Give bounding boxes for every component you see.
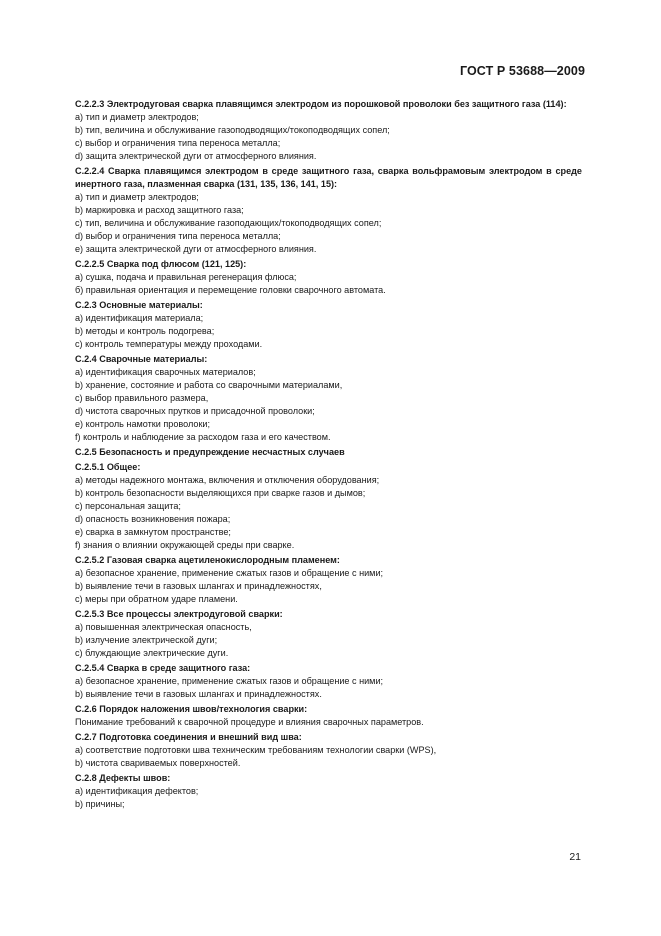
section-heading: С.2.2.3 Электродуговая сварка плавящимся электродом из порошковой проволоки без защитного газа (114):: [75, 99, 567, 110]
list-item: b) хранение, состояние и работа со сварочными материалами,: [75, 379, 343, 390]
list-item: c) выбор правильного размера,: [75, 392, 209, 403]
list-item: b) тип, величина и обслуживание газоподводящих/токоподводящих сопел;: [75, 125, 390, 136]
section-heading: С.2.5.2 Газовая сварка ацетиленокислородным пламенем:: [75, 554, 340, 565]
document-id: ГОСТ Р 53688—2009: [459, 64, 585, 78]
section-heading: С.2.8 Дефекты швов:: [75, 773, 171, 784]
list-item: e) контроль намотки проволоки;: [75, 418, 211, 429]
list-item: b) причины;: [75, 799, 125, 809]
list-item: б) правильная ориентация и перемещение головки сварочного автомата.: [75, 284, 386, 295]
list-item: a) безопасное хранение, применение сжатых газов и обращение с ними;: [75, 675, 384, 686]
section-heading: С.2.2.4 Сварка плавящимся электродом в среде защитного газа, сварка вольфрамовым электродом в среде инертного газа, плазменная сварка (131, 135, 136, 141, 15):: [75, 166, 582, 190]
document-body: [75, 96, 582, 811]
section-heading: С.2.2.5 Сварка под флюсом (121, 125):: [75, 259, 247, 269]
list-item: b) излучение электрической дуги;: [75, 634, 218, 645]
list-item: c) персональная защита;: [75, 500, 181, 511]
list-item: a) методы надежного монтажа, включения и отключения оборудования;: [75, 475, 380, 485]
list-item: d) защита электрической дуги от атмосферного влияния.: [75, 151, 317, 161]
section-heading: С.2.5.4 Сварка в среде защитного газа:: [75, 662, 251, 673]
list-item: a) соответствие подготовки шва техническим требованиям технологии сварки (WPS),: [75, 745, 437, 755]
list-item: a) тип и диаметр электродов;: [75, 192, 199, 203]
list-item: b) выявление течи в газовых шлангах и принадлежностях.: [75, 688, 322, 699]
list-item: b) контроль безопасности выделяющихся при сварке газов и дымов;: [75, 487, 366, 498]
list-item: c) блуждающие электрические дуги.: [75, 647, 229, 658]
list-item: a) безопасное хранение, применение сжатых газов и обращение с ними;: [75, 567, 384, 578]
page-number: 21: [569, 851, 581, 863]
list-item: a) идентификация дефектов;: [75, 786, 199, 797]
section-heading: С.2.5 Безопасность и предупреждение несчастных случаев: [75, 446, 345, 457]
section-heading: С.2.6 Порядок наложения швов/технология сварки:: [75, 703, 308, 714]
list-item: f) знания о влиянии окружающей среды при сварке.: [75, 539, 295, 550]
section-heading: С.2.5.1 Общее:: [75, 462, 141, 473]
list-item: b) методы и контроль подогрева;: [75, 325, 215, 336]
list-item: b) маркировка и расход защитного газа;: [75, 205, 244, 215]
list-item: f) контроль и наблюдение за расходом газа и его качеством.: [75, 431, 331, 442]
list-item: a) идентификация материала;: [75, 313, 204, 323]
list-item: c) тип, величина и обслуживание газоподающих/токоподводящих сопел;: [75, 217, 382, 228]
paragraph: Понимание требований к сварочной процедуре и влияния сварочных параметров.: [75, 716, 424, 727]
list-item: d) опасность возникновения пожара;: [75, 513, 231, 524]
section-heading: С.2.5.3 Все процессы электродуговой сварки:: [75, 608, 283, 619]
list-item: e) защита электрической дуги от атмосферного влияния.: [75, 243, 317, 254]
list-item: a) тип и диаметр электродов;: [75, 112, 199, 123]
list-item: e) сварка в замкнутом пространстве;: [75, 526, 231, 537]
list-item: c) контроль температуры между проходами.: [75, 338, 263, 349]
list-item: b) чистота свариваемых поверхностей.: [75, 757, 241, 768]
list-item: d) чистота сварочных прутков и присадочной проволоки;: [75, 405, 315, 416]
section-heading: С.2.3 Основные материалы:: [75, 300, 203, 311]
list-item: a) идентификация сварочных материалов;: [75, 367, 256, 377]
section-heading: С.2.4 Сварочные материалы:: [75, 354, 208, 365]
list-item: d) выбор и ограничения типа переноса металла;: [75, 230, 281, 241]
list-item: a) повышенная электрическая опасность,: [75, 621, 252, 632]
section-heading: С.2.7 Подготовка соединения и внешний вид шва:: [75, 732, 302, 743]
list-item: b) выявление течи в газовых шлангах и принадлежностях,: [75, 580, 322, 591]
list-item: a) сушка, подача и правильная регенерация флюса;: [75, 271, 297, 282]
list-item: c) выбор и ограничения типа переноса металла;: [75, 138, 281, 149]
list-item: c) меры при обратном ударе пламени.: [75, 593, 238, 604]
